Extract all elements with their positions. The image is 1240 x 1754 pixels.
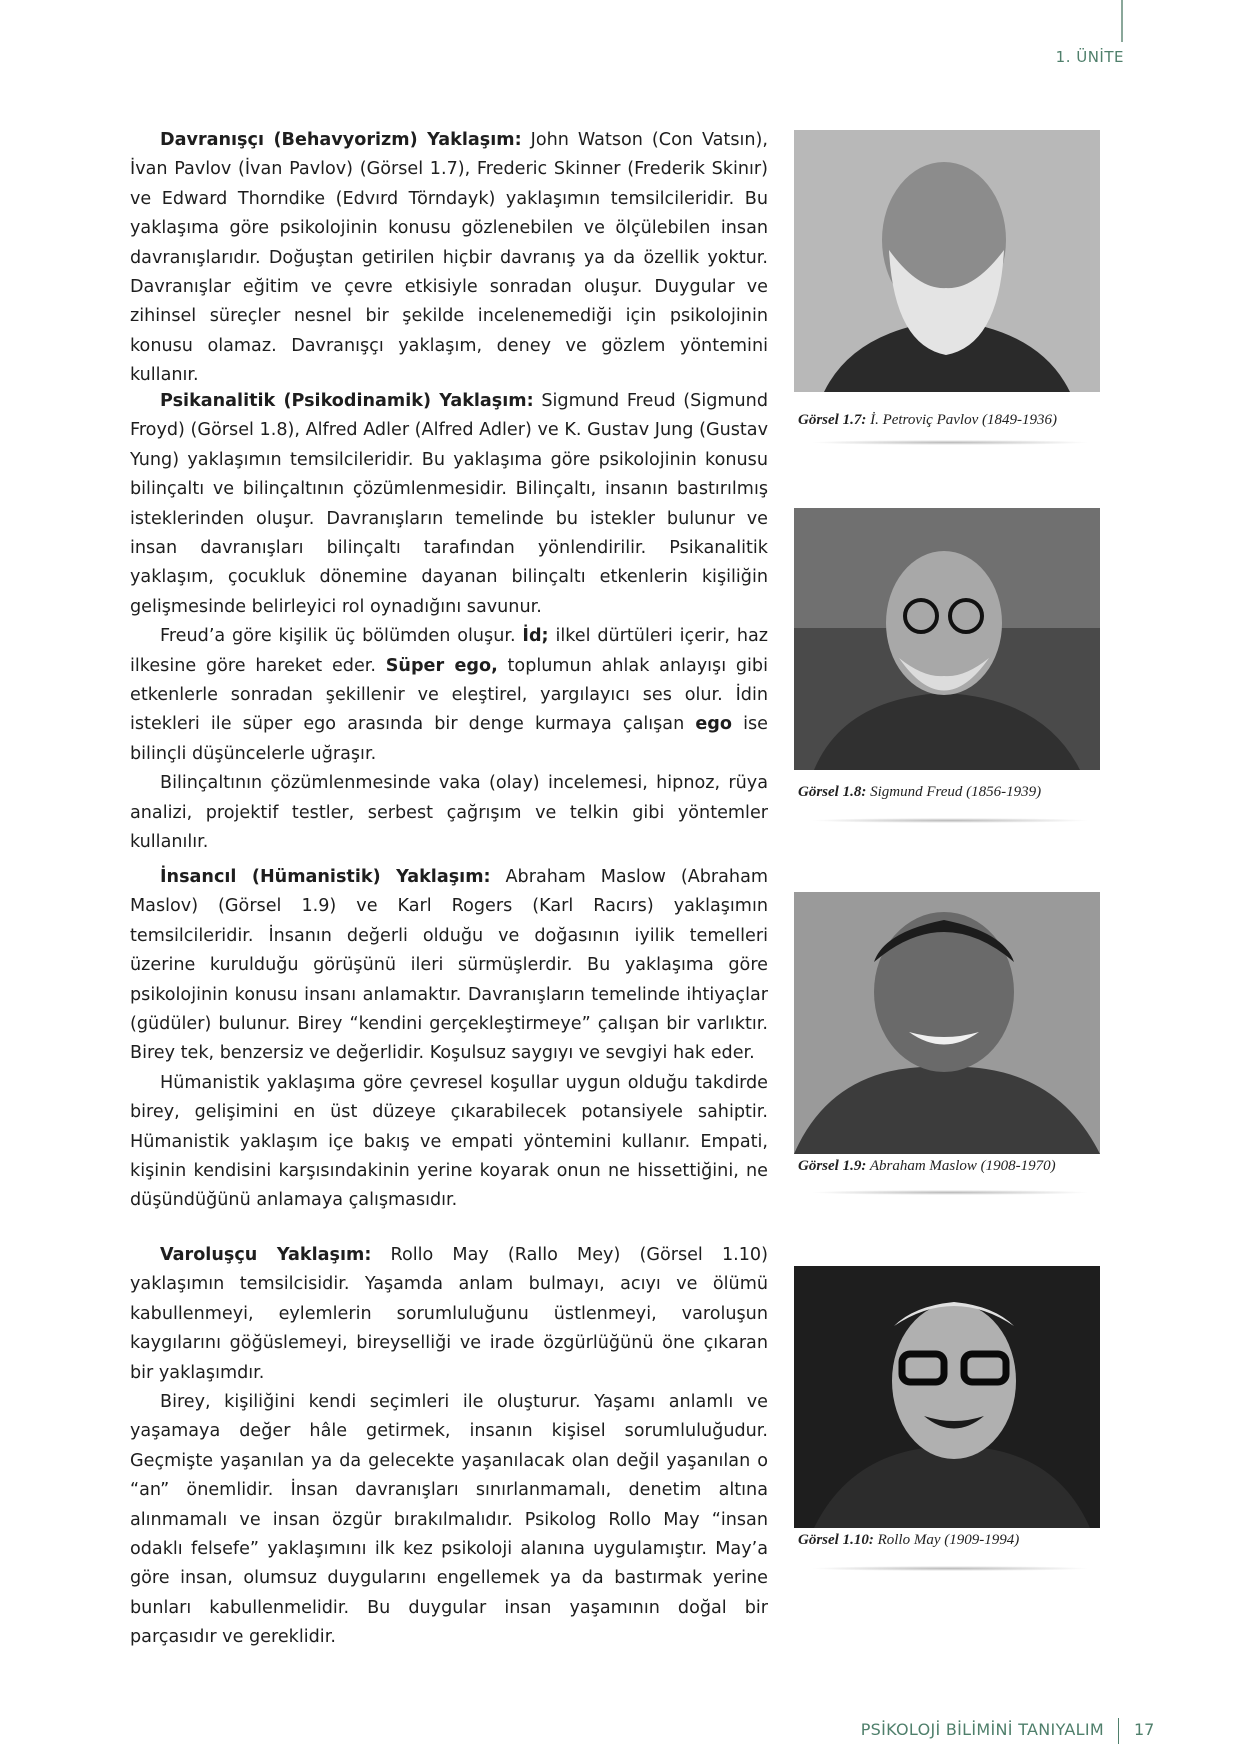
methods-paragraph: Bilinçaltının çözümlenmesinde vaka (olay) incelemesi, hipnoz, rüya analizi, projektif testler, serbest çağrışım ve telkin gibi yöntemler kullanılır. <box>130 773 768 853</box>
footer-divider <box>1118 1718 1119 1744</box>
page-number: 17 <box>1134 1720 1155 1739</box>
section-psychoanalytic <box>130 387 768 858</box>
psychoanalytic-heading: Psikanalitik (Psikodinamik) Yaklaşım: <box>160 391 534 411</box>
humanistic-heading: İnsancıl (Hümanistik) Yaklaşım: <box>160 867 491 887</box>
figure-1-10-caption <box>798 1532 1098 1549</box>
freud-personality-paragraph <box>130 622 768 769</box>
freud-text-d: ise bilinçli düşüncelerle uğraşır. <box>130 714 768 764</box>
rollo-may-photo <box>794 1266 1100 1528</box>
freud-photo <box>794 508 1100 770</box>
figure-1-9-text: Abraham Maslow (1908-1970) <box>869 1158 1056 1174</box>
freud-text-c: toplumun ahlak anlayışı gibi etkenlerle sonradan şekillenir ve eleştirel, yargılayıcı ses olur. İdin istekleri ile süper ego arasında bir denge kurmaya çalışan <box>130 655 768 735</box>
footer-title: PSİKOLOJİ BİLİMİNİ TANIYALIM <box>860 1720 1104 1739</box>
behaviorism-text: John Watson (Con Vatsın), İvan Pavlov (İvan Pavlov) (Görsel 1.7), Frederic Skinner (Frederik Skinır) ve Edward Thorndike (Edvırd Törndayk) yaklaşımın temsilcileridir. Bu yaklaşıma göre psikolojinin konusu gözlenebilen ve ölçülebilen insan davranışlarıdır. Doğuştan getirilen hiçbir davranış ya da özellik yoktur. Davranışlar eğitim ve çevre etkisiyle sonradan oluşur. Duygular ve zihinsel süreçler nesnel bir şekilde incelenemediği için psikolojinin konusu olamaz. Davranışçı yaklaşım, deney ve gözlem yöntemini kullanır. <box>130 130 768 386</box>
top-rule <box>1121 0 1123 42</box>
existential-heading: Varoluşçu Yaklaşım: <box>160 1245 372 1265</box>
existential-paragraph-2: Birey, kişiliğini kendi seçimleri ile oluşturur. Yaşamı anlamlı ve yaşamaya değer hâle getirmek, insanın kişisel sorumluluğudur. Geçmişte yaşanılan ya da gelecekte yaşanılacak olan değil yaşanılan o “an” önemlidir. İnsan davranışları sınırlanmamalı, denetim altına alınmamalı ve insan özgür bırakılmalıdır. Psikolog Rollo May “insan odaklı felsefe” yaklaşımını ilk kez psikoloji alanına uygulamıştır. May’a göre insan, olumsuz duygularını engellemek ya da bastırmak yerine bunları kabullenmelidir. Bu duygular insan yaşamının doğal bir parçasıdır ve gereklidir. <box>130 1392 768 1648</box>
id-term: İd; <box>522 626 549 647</box>
figure-1-7-caption <box>798 412 1098 429</box>
figure-1-7-shadow <box>810 440 1090 445</box>
existential-text: Rollo May (Rallo Mey) (Görsel 1.10) yaklaşımın temsilcisidir. Yaşamda anlam bulmayı, acıyı ve ölümü kabullenmeyi, eylemlerin sorumluluğunu üstlenmeyi, varoluşun kaygılarını göğüslemeyi, bireyselliği ve irade özgürlüğünü öne çıkaran bir yaklaşımdır. <box>130 1245 768 1383</box>
behaviorism-heading: Davranışçı (Behavyorizm) Yaklaşım: <box>160 130 522 150</box>
existential-paragraph <box>130 1241 768 1388</box>
figure-1-8-caption <box>798 784 1098 801</box>
pavlov-photo <box>794 130 1100 392</box>
freud-text-b: ilkel dürtüleri içerir, haz ilkesine göre hareket eder. <box>130 626 768 676</box>
figure-1-10-text: Rollo May (1909-1994) <box>877 1532 1020 1548</box>
maslow-photo <box>794 892 1100 1154</box>
psychoanalytic-text: Sigmund Freud (Sigmund Froyd) (Görsel 1.8), Alfred Adler (Alfred Adler) ve K. Gustav Jung (Gustav Yung) yaklaşımın temsilcileridir. Bu yaklaşıma göre psikolojinin konusu bilinçaltı ve bilinçaltının çözümlenmesidir. Bilinçaltı, insanın bastırılmış isteklerinden oluşur. Davranışların temelinde bu istekler bulunur ve insan davranışları bilinçaltı tarafından yönlendirilir. Psikanalitik yaklaşım, çocukluk dönemine dayanan bilinçaltı etkenlerin kişiliğin gelişmesinde belirleyici rol oynadığını savunur. <box>130 391 768 617</box>
figure-1-9-caption <box>798 1158 1098 1175</box>
section-behaviorism <box>130 126 768 391</box>
figure-1-9-number: Görsel 1.9: <box>798 1158 867 1174</box>
humanistic-text: Abraham Maslow (Abraham Maslov) (Görsel 1.9) ve Karl Rogers (Karl Racırs) yaklaşımın temsilcileridir. İnsanın değerli olduğu ve doğasının iyilik temelleri üzerine kurulduğu görüşünü ileri sürmüşlerdir. Bu yaklaşıma göre psikolojinin konusu insanı anlamaktır. Davranışların temelinde ihtiyaçlar (güdüler) bulunur. Birey “kendini gerçekleştirmeye” çalışan bir varlıktır. Birey tek, benzersiz ve değerlidir. Koşulsuz saygıyı ve sevgiyi hak eder. <box>130 867 769 1064</box>
section-humanistic <box>130 863 768 1216</box>
humanistic-paragraph-2: Hümanistik yaklaşıma göre çevresel koşullar uygun olduğu takdirde birey, gelişimini en üst düzeye çıkarabilecek potansiyele sahiptir. Hümanistik yaklaşım içe bakış ve empati yöntemini kullanır. Empati, kişinin kendisini karşısındakinin yerine koyarak onun ne hissettiğini, ne düşündüğünü anlamaya çalışmasıdır. <box>130 1072 768 1211</box>
unit-label: 1. ÜNİTE <box>1055 48 1124 66</box>
psychoanalytic-paragraph <box>130 387 768 622</box>
freud-text-a: Freud’a göre kişilik üç bölümden oluşur. <box>160 626 523 647</box>
figure-1-10-shadow <box>810 1566 1090 1571</box>
figure-1-8-text: Sigmund Freud (1856-1939) <box>870 784 1042 800</box>
ego-term: ego <box>695 714 732 735</box>
figure-1-10-number: Görsel 1.10: <box>798 1532 874 1548</box>
page-footer <box>0 1720 1240 1744</box>
figure-1-7-number: Görsel 1.7: <box>798 412 867 428</box>
figure-1-8-shadow <box>810 818 1090 823</box>
figure-1-9-shadow <box>810 1190 1090 1195</box>
humanistic-paragraph <box>130 863 768 1069</box>
figure-1-7-text: İ. Petroviç Pavlov (1849-1936) <box>870 412 1057 428</box>
superego-term: Süper ego, <box>385 655 498 676</box>
section-existential <box>130 1241 768 1653</box>
figure-1-8-number: Görsel 1.8: <box>798 784 867 800</box>
behaviorism-paragraph <box>130 126 768 391</box>
